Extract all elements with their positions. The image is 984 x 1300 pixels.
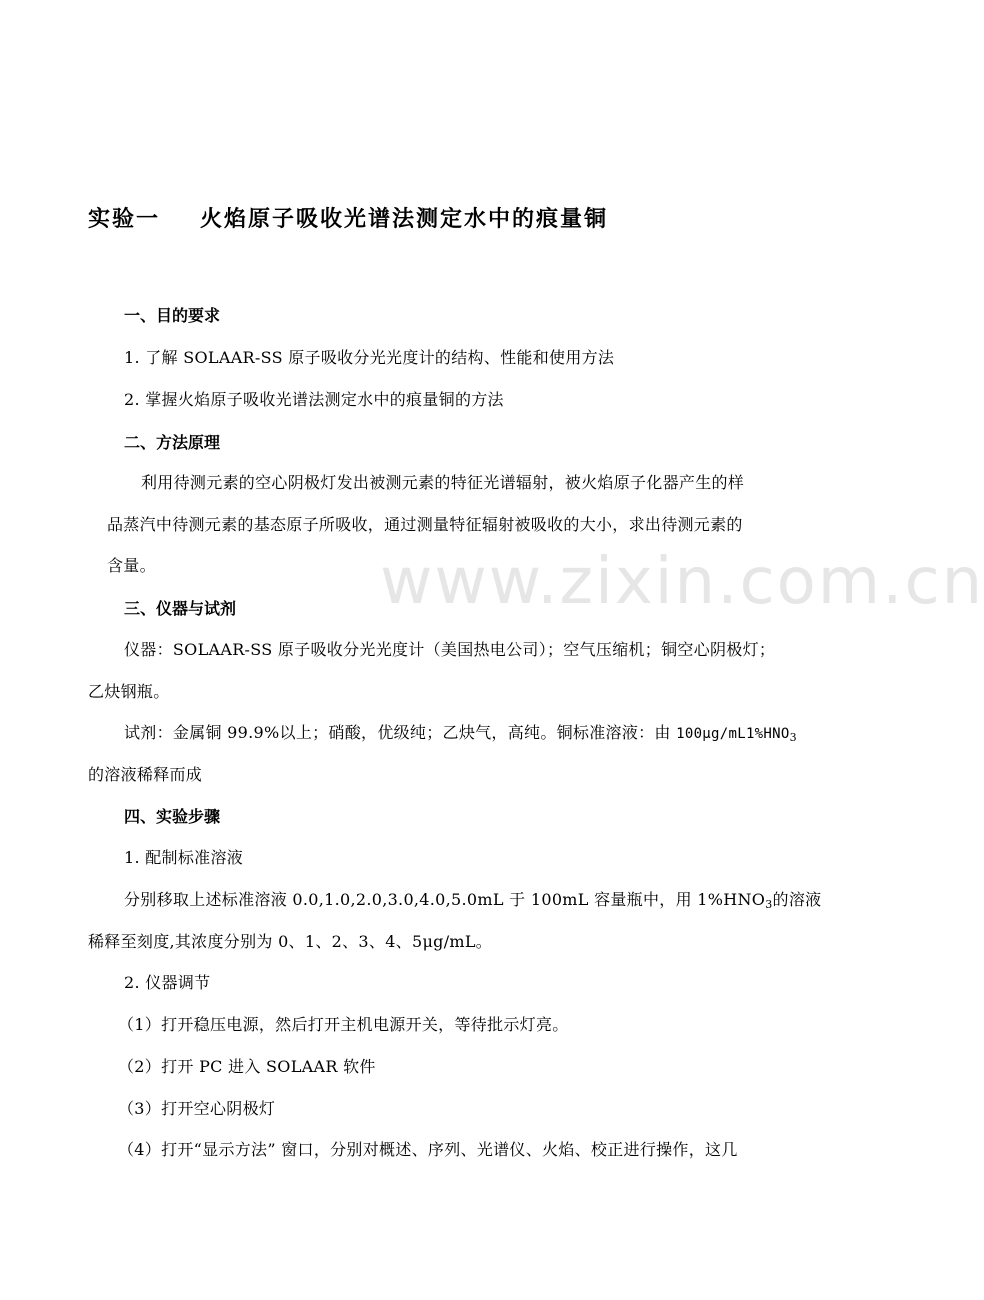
- page-title: [88, 202, 608, 233]
- reagent-text: 试剂：金属铜 99.9%以上；硝酸，优级纯；乙炔气，高纯。铜标准溶液：由: [124, 723, 677, 742]
- instrument-line-1: 仪器：SOLAAR-SS 原子吸收分光光度计（美国热电公司）；空气压缩机；铜空心阴极灯；: [124, 640, 776, 659]
- principle-line-3: 含量。: [107, 556, 156, 575]
- watermark: www.zixin.com.cn: [380, 545, 984, 619]
- substep-1: （1）打开稳压电源，然后打开主机电源开关，等待批示灯亮。: [118, 1015, 569, 1034]
- objective-item-2: 2. 掌握火焰原子吸收光谱法测定水中的痕量铜的方法: [124, 390, 504, 409]
- reagent-line-1: [124, 720, 797, 743]
- step-1-line-2: 稀释至刻度,其浓度分别为 0、1、2、3、4、5μg/mL。: [88, 932, 493, 951]
- reagent-line-2: 的溶液稀释而成: [88, 765, 203, 784]
- title-experiment-name: 火焰原子吸收光谱法测定水中的痕量铜: [200, 206, 609, 232]
- title-experiment-number: 实验一: [88, 206, 161, 232]
- reagent-subscript: 3: [789, 731, 797, 744]
- step-1-line-1: [124, 887, 821, 910]
- principle-line-1: 利用待测元素的空心阴极灯发出被测元素的特征光谱辐射，被火焰原子化器产生的样: [141, 473, 745, 492]
- section-heading-objectives: 一、目的要求: [124, 306, 221, 325]
- substep-2: （2）打开 PC 进入 SOLAAR 软件: [118, 1057, 376, 1076]
- section-heading-instruments: 三、仪器与试剂: [124, 599, 237, 618]
- step-1-text-end: 的溶液: [772, 890, 822, 909]
- section-heading-principle: 二、方法原理: [124, 433, 221, 452]
- instrument-line-2: 乙炔钢瓶。: [88, 682, 170, 701]
- reagent-concentration: 100μg/mL1%HNO: [676, 726, 790, 742]
- principle-line-2: 品蒸汽中待测元素的基态原子所吸收，通过测量特征辐射被吸收的大小，求出待测元素的: [107, 515, 743, 534]
- substep-4: （4）打开“显示方法” 窗口，分别对概述、序列、光谱仪、火焰、校正进行操作，这几: [118, 1140, 738, 1159]
- step-1-subscript: 3: [765, 898, 773, 911]
- step-1-text: 分别移取上述标准溶液 0.0,1.0,2.0,3.0,4.0,5.0mL 于 100mL 容量瓶中，用 1%HNO: [124, 890, 766, 909]
- section-heading-procedure: 四、实验步骤: [124, 807, 221, 826]
- objective-item-1: 1. 了解 SOLAAR-SS 原子吸收分光光度计的结构、性能和使用方法: [124, 348, 615, 367]
- step-2-title: 2. 仪器调节: [124, 973, 211, 992]
- step-1-title: 1. 配制标准溶液: [124, 848, 244, 867]
- substep-3: （3）打开空心阴极灯: [118, 1099, 276, 1118]
